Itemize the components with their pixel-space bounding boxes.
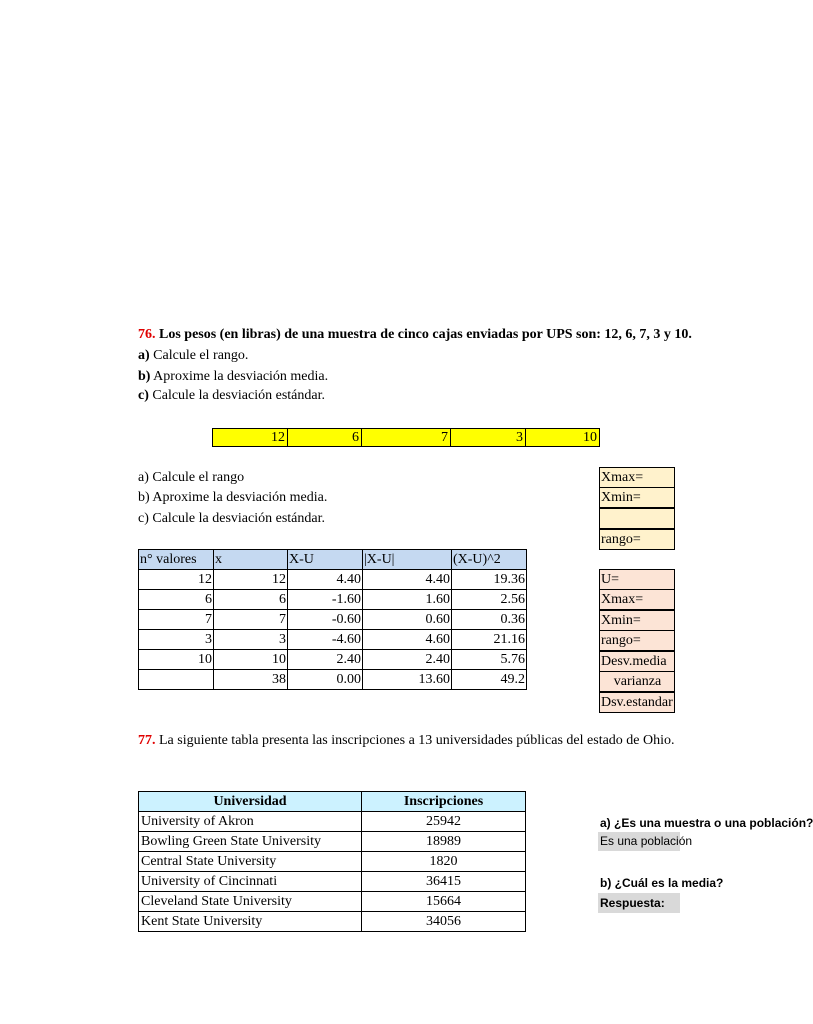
table-row: [139, 812, 526, 832]
table-row: [139, 852, 526, 872]
table-row: [139, 832, 526, 852]
table-row: [139, 610, 527, 630]
cell[interactable]: 0.36: [452, 610, 527, 630]
value-cell-1[interactable]: 12: [212, 428, 288, 447]
enrollment-cell[interactable]: 34056: [362, 912, 526, 932]
cell[interactable]: 12: [214, 570, 288, 590]
cell[interactable]: 19.36: [452, 570, 527, 590]
cell[interactable]: 12: [139, 570, 214, 590]
value-cell-4[interactable]: 3: [450, 428, 526, 447]
enrollment-cell[interactable]: 15664: [362, 892, 526, 912]
cell[interactable]: 2.40: [363, 650, 452, 670]
part-a-text: Calcule el rango.: [149, 348, 249, 363]
university-name-cell[interactable]: University of Cincinnati: [139, 872, 362, 892]
value-cell-3[interactable]: 7: [361, 428, 451, 447]
cell[interactable]: 4.40: [288, 570, 363, 590]
cell[interactable]: 2.56: [452, 590, 527, 610]
cell[interactable]: 2.40: [288, 650, 363, 670]
university-name-cell[interactable]: Cleveland State University: [139, 892, 362, 912]
table-row: [139, 892, 526, 912]
cell[interactable]: -1.60: [288, 590, 363, 610]
table-row: [139, 650, 527, 670]
problem-76-text: Los pesos (en libras) de una muestra de cinco cajas enviadas por UPS son: 12, 6, 7, 3 y 10.: [155, 327, 692, 342]
part-c-label: c): [138, 388, 149, 403]
question-a-77: a) ¿Es una muestra o una población?: [600, 816, 813, 830]
university-name-cell[interactable]: University of Akron: [139, 812, 362, 832]
universities-table-header: [139, 792, 526, 812]
table-row: [139, 872, 526, 892]
cell[interactable]: 10: [214, 650, 288, 670]
repeat-part-a: a) Calcule el rango: [138, 470, 245, 485]
header-x: x: [214, 550, 288, 570]
deviation-table-header: [139, 550, 527, 570]
part-b-label: b): [138, 369, 151, 384]
varianza-cell[interactable]: varianza: [599, 671, 675, 692]
problem-76-statement: [138, 325, 692, 345]
cell[interactable]: 0.60: [363, 610, 452, 630]
answer-a-77[interactable]: Es una población: [598, 832, 680, 851]
dsv-estandar-cell[interactable]: Dsv.estandar: [599, 692, 675, 713]
part-c-text: Calcule la desviación estándar.: [148, 388, 325, 403]
answer-b-77[interactable]: Respuesta:: [598, 893, 680, 913]
xmin-label-cell[interactable]: Xmin=: [599, 487, 675, 508]
cell[interactable]: -0.60: [288, 610, 363, 630]
desv-media-cell[interactable]: Desv.media: [599, 651, 675, 672]
cell[interactable]: 10: [139, 650, 214, 670]
cell[interactable]: 0.00: [288, 670, 363, 690]
table-row: [139, 590, 527, 610]
rango-label-cell[interactable]: rango=: [599, 529, 675, 550]
enrollment-cell[interactable]: 36415: [362, 872, 526, 892]
cell[interactable]: 49.2: [452, 670, 527, 690]
cell[interactable]: 7: [139, 610, 214, 630]
header-n-valores: n° valores: [139, 550, 214, 570]
problem-77-number: 77.: [138, 733, 156, 748]
universities-table: [138, 791, 526, 932]
part-b-text: Aproxime la desviación media.: [150, 369, 329, 384]
xmin-summary-cell[interactable]: Xmin=: [599, 610, 675, 631]
problem-77-statement: [138, 731, 675, 751]
cell[interactable]: 21.16: [452, 630, 527, 650]
enrollment-cell[interactable]: 25942: [362, 812, 526, 832]
value-cell-2[interactable]: 6: [287, 428, 362, 447]
u-label-cell[interactable]: U=: [599, 569, 675, 590]
cell[interactable]: 7: [214, 610, 288, 630]
cell[interactable]: 1.60: [363, 590, 452, 610]
cell[interactable]: 38: [214, 670, 288, 690]
problem-76-part-a: [138, 346, 248, 366]
part-a-label: a): [138, 348, 150, 363]
header-inscripciones: Inscripciones: [362, 792, 526, 812]
value-cell-5[interactable]: 10: [525, 428, 600, 447]
table-row: [139, 570, 527, 590]
rango-summary-cell[interactable]: rango=: [599, 630, 675, 651]
cell[interactable]: 3: [214, 630, 288, 650]
question-b-77: b) ¿Cuál es la media?: [600, 876, 724, 890]
university-name-cell[interactable]: Bowling Green State University: [139, 832, 362, 852]
blank-label-cell[interactable]: [599, 508, 675, 529]
university-name-cell[interactable]: Kent State University: [139, 912, 362, 932]
enrollment-cell[interactable]: 1820: [362, 852, 526, 872]
xmax-label-cell[interactable]: Xmax=: [599, 467, 675, 488]
header-universidad: Universidad: [139, 792, 362, 812]
repeat-part-b: b) Aproxime la desviación media.: [138, 490, 328, 505]
cell[interactable]: 6: [139, 590, 214, 610]
totals-row: [139, 670, 527, 690]
enrollment-cell[interactable]: 18989: [362, 832, 526, 852]
cell[interactable]: 4.60: [363, 630, 452, 650]
cell[interactable]: 3: [139, 630, 214, 650]
cell[interactable]: 13.60: [363, 670, 452, 690]
header-x-u: X-U: [288, 550, 363, 570]
problem-76-number: 76.: [138, 327, 156, 342]
problem-76-part-c: [138, 386, 325, 406]
xmax-summary-cell[interactable]: Xmax=: [599, 589, 675, 610]
table-row: [139, 630, 527, 650]
cell[interactable]: 5.76: [452, 650, 527, 670]
university-name-cell[interactable]: Central State University: [139, 852, 362, 872]
problem-77-text: La siguiente tabla presenta las inscripciones a 13 universidades públicas del estado de Ohio.: [155, 733, 675, 748]
deviation-table: [138, 549, 527, 690]
cell[interactable]: [139, 670, 214, 690]
table-row: [139, 912, 526, 932]
cell[interactable]: -4.60: [288, 630, 363, 650]
cell[interactable]: 6: [214, 590, 288, 610]
problem-76-part-b: [138, 367, 328, 387]
repeat-part-c: c) Calcule la desviación estándar.: [138, 511, 325, 526]
header-abs-x-u: |X-U|: [363, 550, 452, 570]
header-x-u-squared: (X-U)^2: [452, 550, 527, 570]
cell[interactable]: 4.40: [363, 570, 452, 590]
